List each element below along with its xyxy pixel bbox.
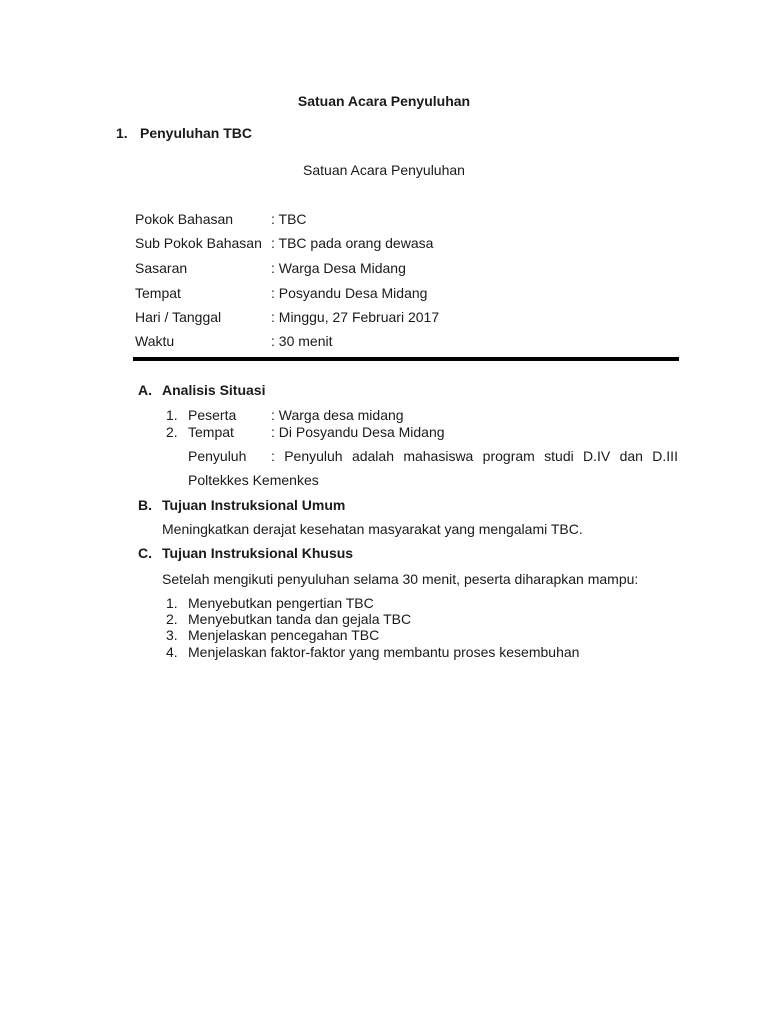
list-item-number: 1. [166, 407, 178, 423]
section-a-title: Analisis Situasi [162, 382, 266, 398]
info-label-pokok-bahasan: Pokok Bahasan [135, 211, 234, 227]
section-c-letter: C. [138, 545, 152, 561]
list-item-text: Menjelaskan faktor-faktor yang membantu proses kesembuhan [188, 644, 580, 660]
list-item-text: Menyebutkan tanda dan gejala TBC [188, 611, 412, 627]
list-item-number: 2. [166, 611, 178, 627]
info-label-tempat: Tempat [135, 285, 181, 301]
penyuluh-word: program [482, 448, 535, 464]
penyuluh-text-line2: Poltekkes Kemenkes [188, 472, 319, 488]
info-label-waktu: Waktu [135, 333, 175, 349]
penyuluh-word: studi [544, 448, 574, 464]
penyuluh-word: dan [619, 448, 643, 464]
info-value-tempat: : Posyandu Desa Midang [271, 285, 428, 301]
list-item-number: 3. [166, 627, 178, 643]
section-c-intro: Setelah mengikuti penyuluhan selama 30 menit, peserta diharapkan mampu: [162, 571, 639, 587]
list-item-text: Menyebutkan pengertian TBC [188, 595, 374, 611]
penyuluh-text-line1 [271, 448, 678, 464]
penyuluh-word: Penyuluh [284, 448, 343, 464]
penyuluh-word: D.IV [583, 448, 611, 464]
info-value-waktu: : 30 menit [271, 333, 333, 349]
list-item-value: : Warga desa midang [271, 407, 404, 423]
list-item-number: 1. [166, 595, 178, 611]
penyuluh-word: mahasiswa [403, 448, 474, 464]
penyuluh-label: Penyuluh [188, 448, 247, 464]
subtitle: Satuan Acara Penyuluhan [303, 162, 465, 178]
info-value-pokok-bahasan: : TBC [271, 211, 307, 227]
penyuluh-word: adalah [351, 448, 394, 464]
info-label-sub-pokok-bahasan: Sub Pokok Bahasan [135, 235, 262, 251]
section-c-title: Tujuan Instruksional Khusus [162, 545, 354, 561]
list-item-label: Tempat [188, 424, 234, 440]
info-value-sub-pokok-bahasan: : TBC pada orang dewasa [271, 235, 434, 251]
section-a-letter: A. [138, 382, 152, 398]
list-item-label: Peserta [188, 407, 237, 423]
document-title: Satuan Acara Penyuluhan [297, 93, 471, 109]
info-label-hari-tanggal: Hari / Tanggal [135, 309, 222, 325]
penyuluh-word: : [271, 448, 275, 464]
section-b-letter: B. [138, 497, 152, 513]
divider-rule [133, 357, 679, 361]
list-item-number: 4. [166, 644, 178, 660]
list-item-text: Menjelaskan pencegahan TBC [188, 627, 380, 643]
list-item-number: 2. [166, 424, 178, 440]
info-label-sasaran: Sasaran [135, 260, 188, 276]
section-number: 1. [116, 125, 128, 141]
penyuluh-word: D.III [652, 448, 678, 464]
section-b-text: Meningkatkan derajat kesehatan masyarakat yang mengalami TBC. [162, 521, 583, 537]
list-item-value: : Di Posyandu Desa Midang [271, 424, 445, 440]
info-value-hari-tanggal: : Minggu, 27 Februari 2017 [271, 309, 440, 325]
section-title: Penyuluhan TBC [140, 125, 253, 141]
info-value-sasaran: : Warga Desa Midang [271, 260, 406, 276]
section-b-title: Tujuan Instruksional Umum [162, 497, 346, 513]
